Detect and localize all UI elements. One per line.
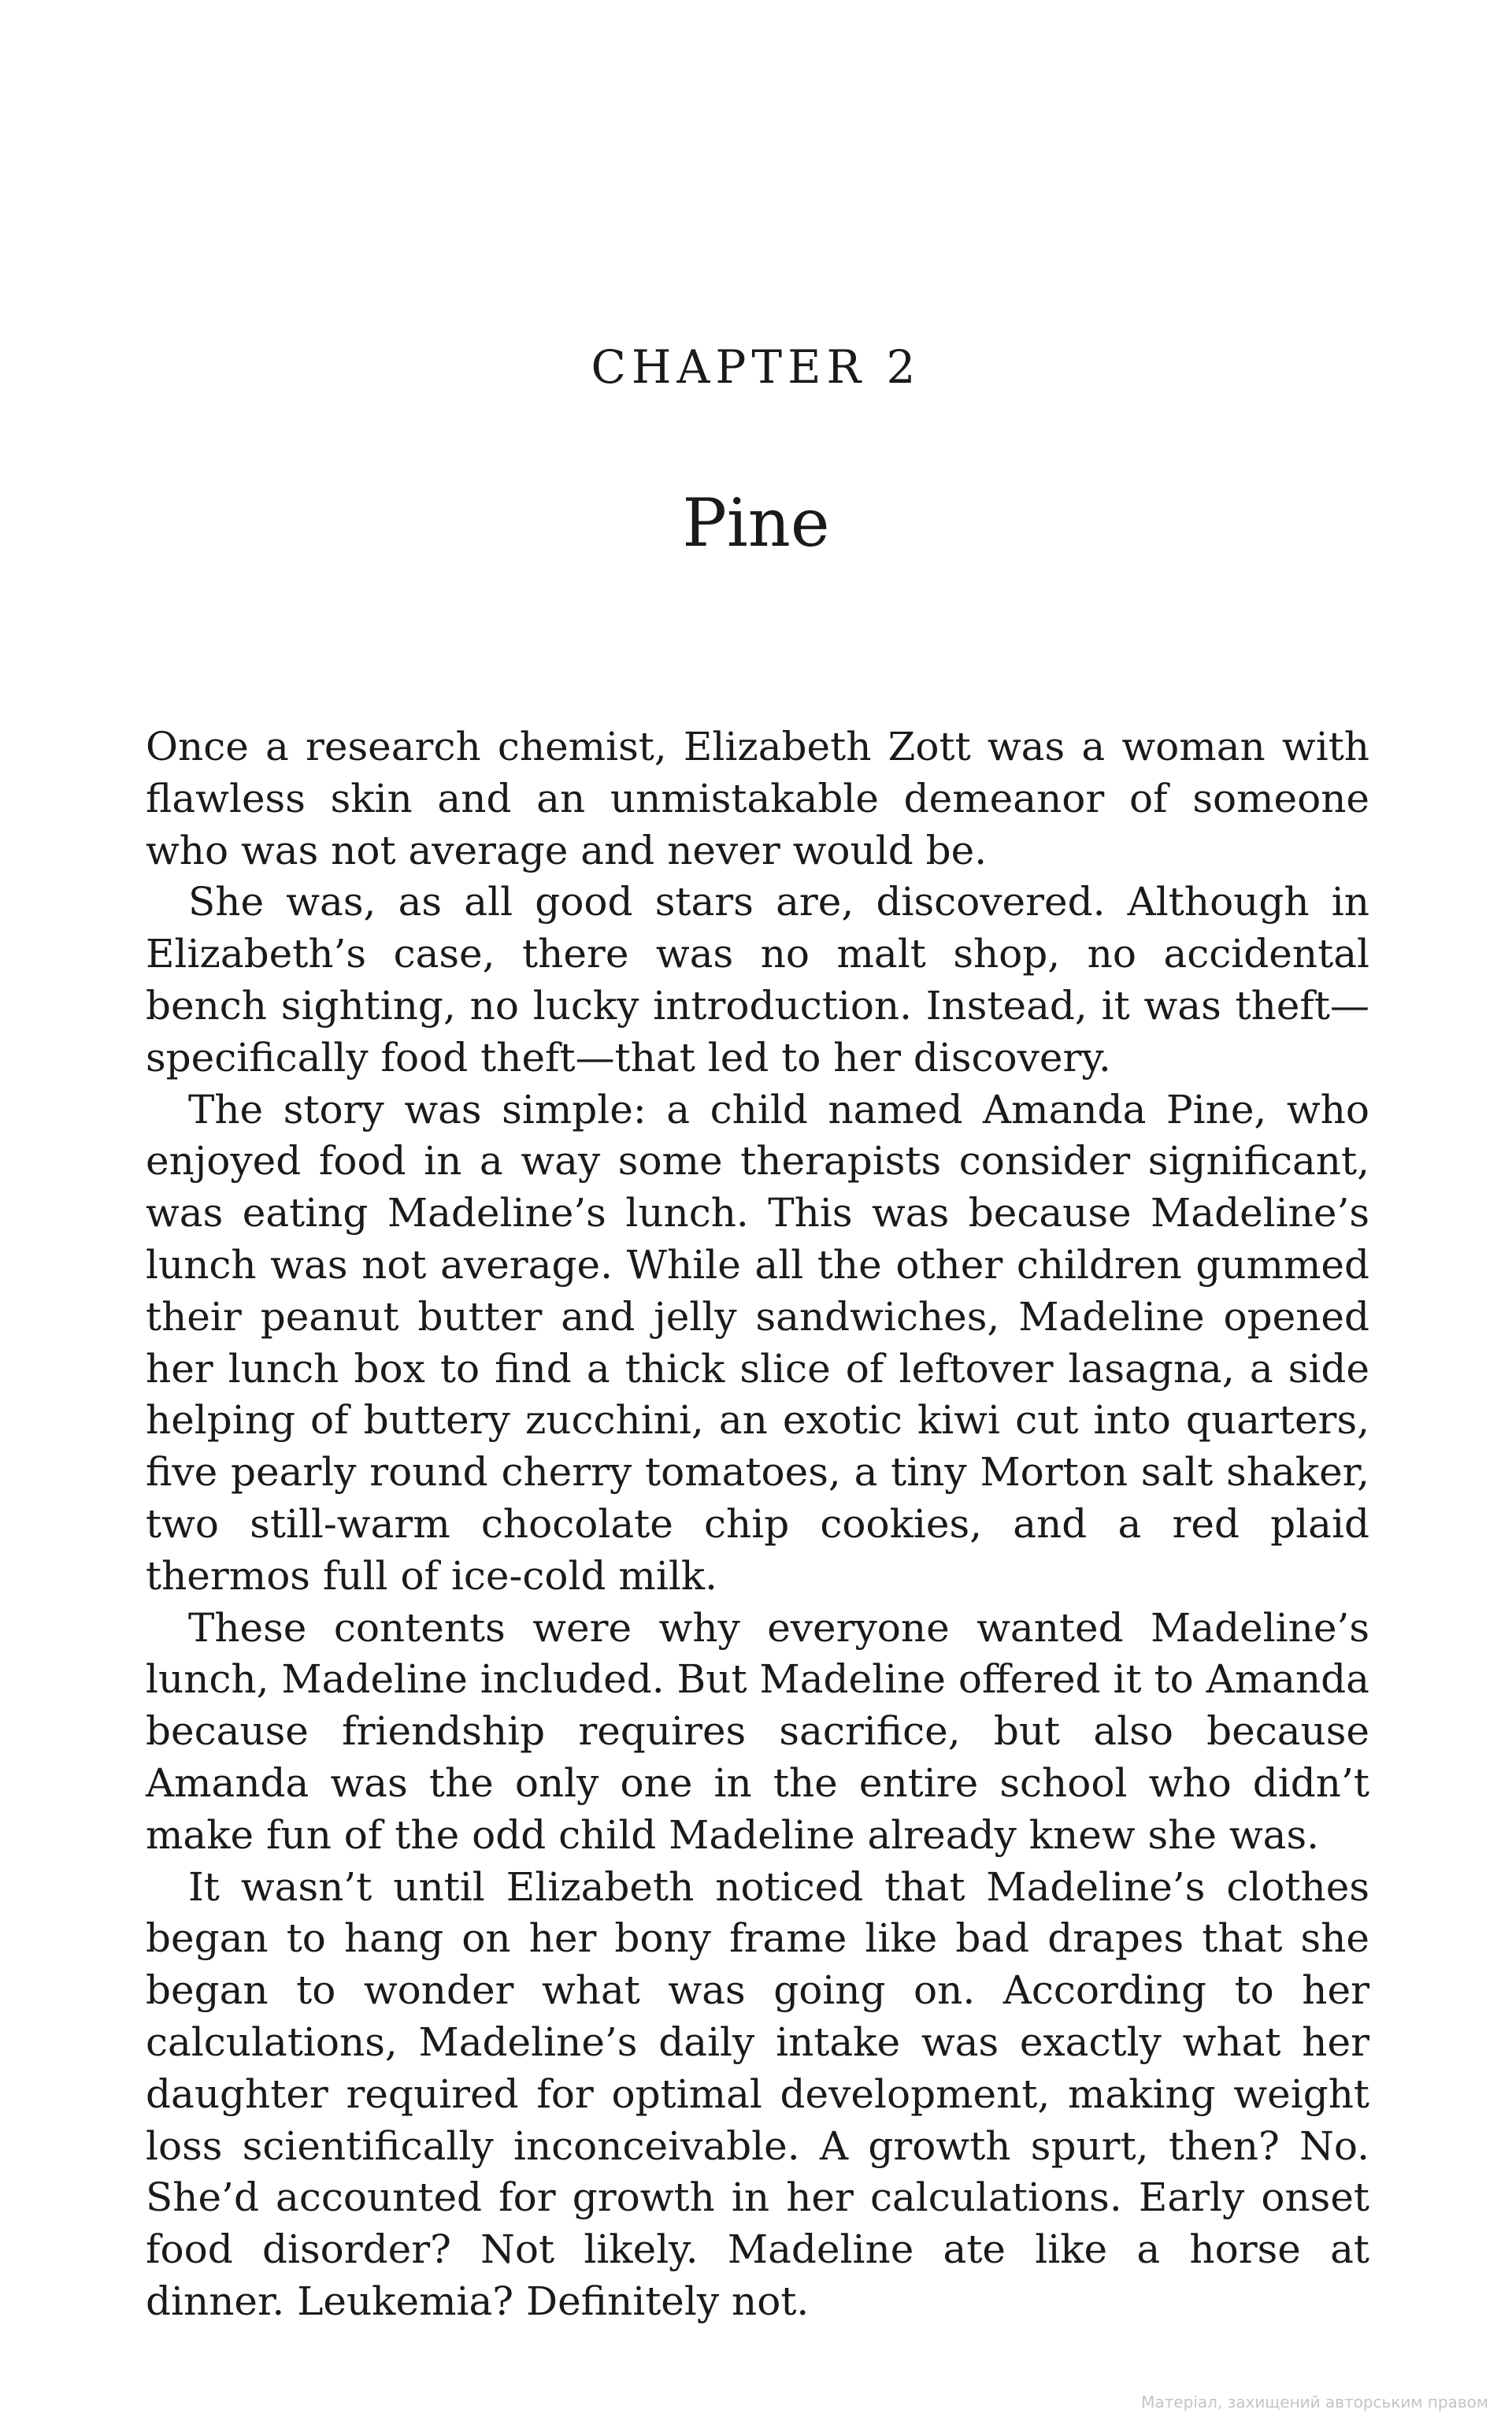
paragraph: Once a research chemist, Elizabeth Zott was a woman with flawless skin and an unmistakable demeanor of someone who was not average and never would be. <box>146 724 1369 873</box>
chapter-number: CHAPTER 2 <box>591 340 921 394</box>
chapter-body <box>146 721 1369 2328</box>
chapter-title: Pine <box>682 484 830 562</box>
paragraph: These contents were why everyone wanted Madeline’s lunch, Madeline included. But Madeline offered it to Amanda because friendship requires sacrifice, but also because Amanda was the only one in the entire school who didn’t make fun of the odd child Madeline already knew she was. <box>146 1604 1369 1858</box>
paragraph: She was, as all good stars are, discovered. Although in Elizabeth’s case, there was no malt shop, no accidental bench sighting, no lucky introduction. Instead, it was theft—specifically food theft—that led to her discovery. <box>146 879 1369 1081</box>
copyright-watermark: Матеріал, захищений авторським правом <box>1141 2393 1488 2412</box>
paragraph: The story was simple: a child named Amanda Pine, who enjoyed food in a way some therapists consider significant, was eating Madeline’s lunch. This was because Madeline’s lunch was not average. While all the other children gummed their peanut butter and jelly sandwiches, Madeline opened her lunch box to find a thick slice of leftover lasagna, a side helping of buttery zucchini, an exotic kiwi cut into quarters, five pearly round cherry tomatoes, a tiny Morton salt shaker, two still-warm chocolate chip cookies, and a red plaid thermos full of ice-cold milk. <box>146 1086 1369 1599</box>
paragraph: It wasn’t until Elizabeth noticed that Madeline’s clothes began to hang on her bony frame like bad drapes that she began to wonder what was going on. According to her calculations, Madeline’s daily intake was exactly what her daughter required for optimal development, making weight loss scientifically inconceivable. A growth spurt, then? No. She’d accounted for growth in her calculations. Early onset food disorder? Not likely. Madeline ate like a horse at dinner. Leukemia? Definitely not. <box>146 1863 1369 2324</box>
